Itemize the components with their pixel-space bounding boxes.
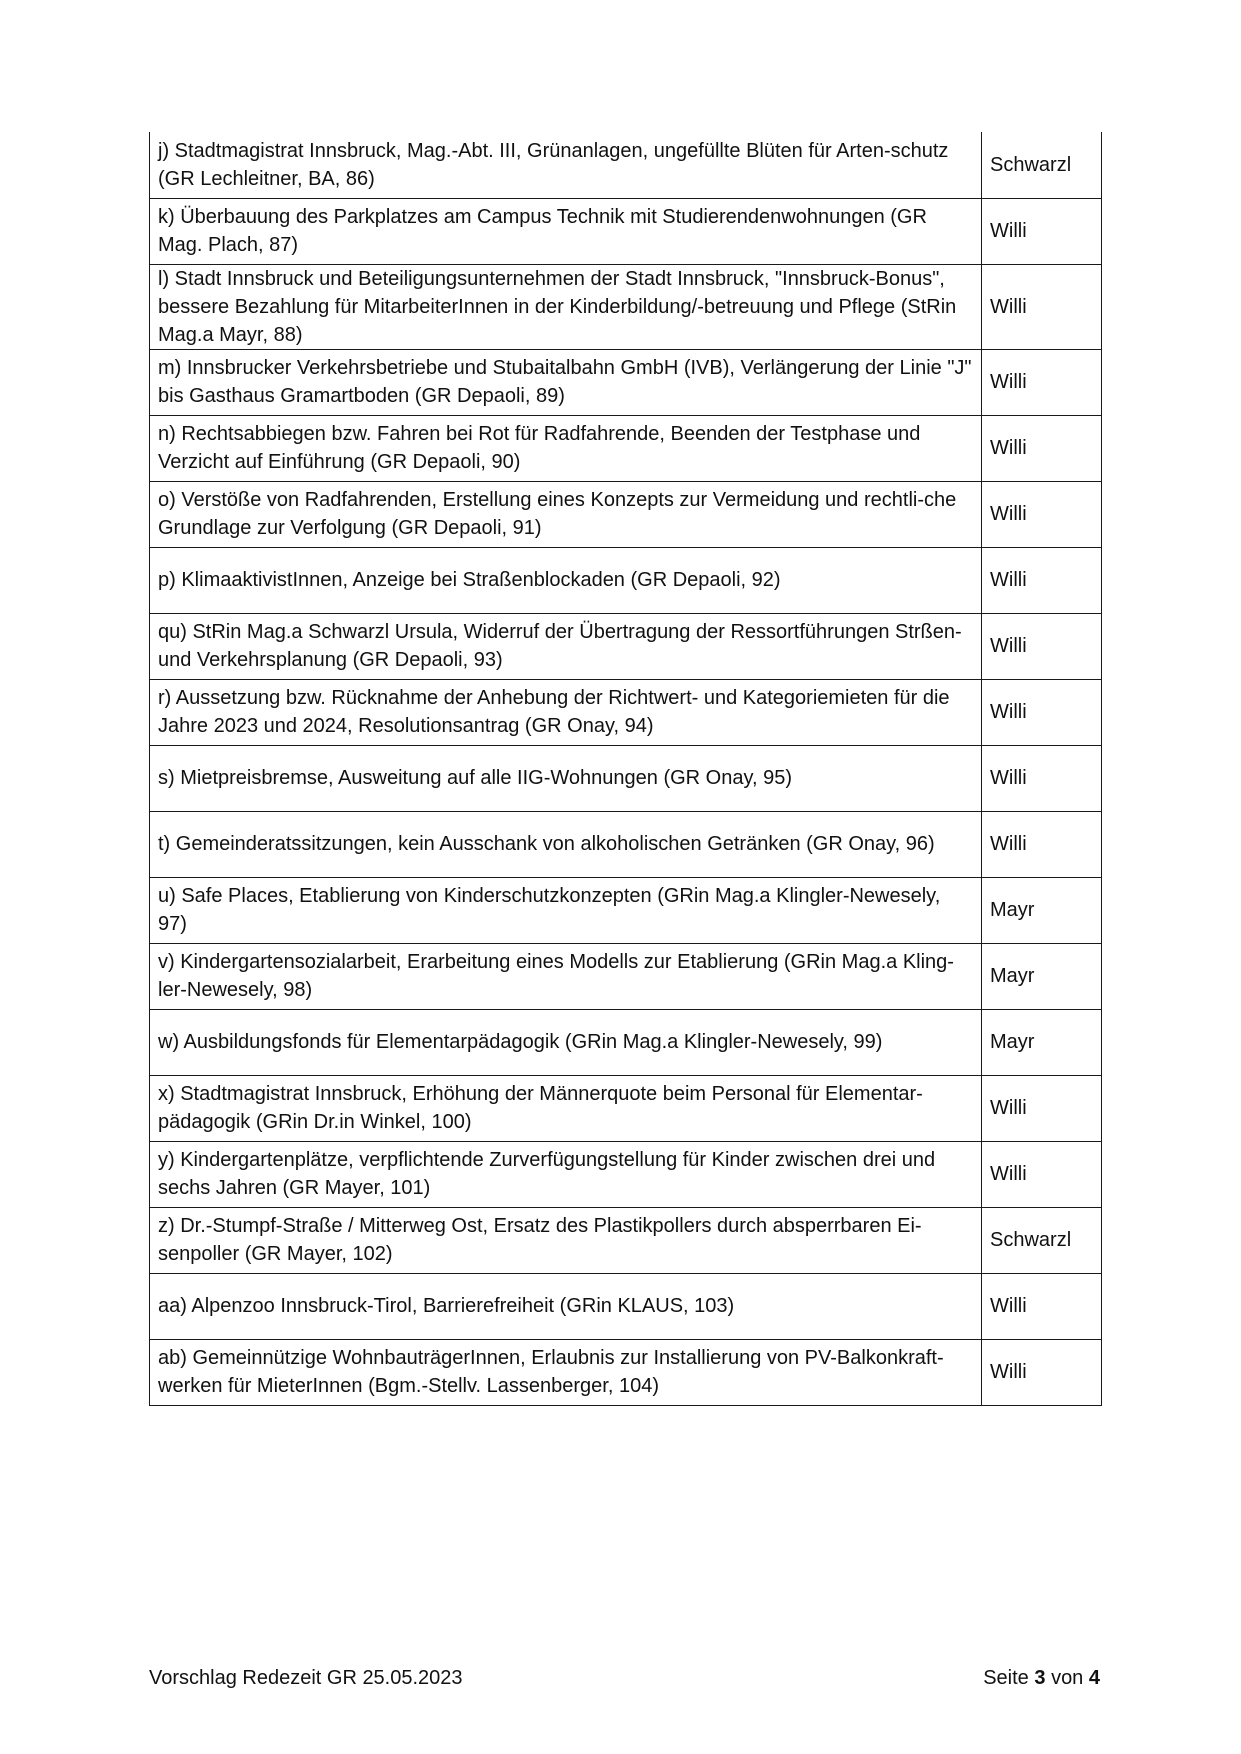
agenda-item-assignee: Schwarzl bbox=[982, 1207, 1102, 1273]
page-of-label: von bbox=[1051, 1667, 1084, 1689]
agenda-item-text: j) Stadtmagistrat Innsbruck, Mag.-Abt. III, Grünanlagen, ungefüllte Blüten für Arten-schutz (GR Lechleitner, BA, 86) bbox=[150, 132, 982, 198]
agenda-item-text: k) Überbauung des Parkplatzes am Campus Technik mit Studierendenwohnungen (GR Mag. Plach, 87) bbox=[150, 198, 982, 264]
table-row bbox=[150, 1339, 1102, 1405]
agenda-item-assignee: Willi bbox=[982, 349, 1102, 415]
agenda-item-assignee: Willi bbox=[982, 264, 1102, 349]
agenda-item-text: z) Dr.-Stumpf-Straße / Mitterweg Ost, Ersatz des Plastikpollers durch absperrbaren Ei-senpoller (GR Mayer, 102) bbox=[150, 1207, 982, 1273]
table-row bbox=[150, 943, 1102, 1009]
table-row bbox=[150, 1273, 1102, 1339]
agenda-item-assignee: Willi bbox=[982, 811, 1102, 877]
table-row bbox=[150, 811, 1102, 877]
agenda-item-assignee: Mayr bbox=[982, 943, 1102, 1009]
agenda-table-container bbox=[149, 132, 1101, 1406]
table-row bbox=[150, 481, 1102, 547]
agenda-item-text: t) Gemeinderatssitzungen, kein Ausschank von alkoholischen Getränken (GR Onay, 96) bbox=[150, 811, 982, 877]
table-row bbox=[150, 264, 1102, 349]
agenda-item-assignee: Willi bbox=[982, 1273, 1102, 1339]
agenda-item-text: x) Stadtmagistrat Innsbruck, Erhöhung der Männerquote beim Personal für Elementar-pädagogik (GRin Dr.in Winkel, 100) bbox=[150, 1075, 982, 1141]
page-current: 3 bbox=[1034, 1667, 1046, 1689]
agenda-item-assignee: Schwarzl bbox=[982, 132, 1102, 198]
agenda-item-text: aa) Alpenzoo Innsbruck-Tirol, Barrierefreiheit (GRin KLAUS, 103) bbox=[150, 1273, 982, 1339]
agenda-item-assignee: Willi bbox=[982, 481, 1102, 547]
table-row bbox=[150, 1075, 1102, 1141]
agenda-item-text: u) Safe Places, Etablierung von Kinderschutzkonzepten (GRin Mag.a Klingler-Newesely, 97) bbox=[150, 877, 982, 943]
agenda-item-text: y) Kindergartenplätze, verpflichtende Zurverfügungstellung für Kinder zwischen drei und sechs Jahren (GR Mayer, 101) bbox=[150, 1141, 982, 1207]
table-row bbox=[150, 198, 1102, 264]
agenda-table-body bbox=[150, 132, 1102, 1405]
agenda-item-assignee: Willi bbox=[982, 198, 1102, 264]
agenda-item-assignee: Willi bbox=[982, 1075, 1102, 1141]
agenda-item-text: m) Innsbrucker Verkehrsbetriebe und Stubaitalbahn GmbH (IVB), Verlängerung der Linie "J" bis Gasthaus Gramartboden (GR Depaoli, 89) bbox=[150, 349, 982, 415]
agenda-item-assignee: Willi bbox=[982, 1141, 1102, 1207]
table-row bbox=[150, 1009, 1102, 1075]
agenda-item-assignee: Willi bbox=[982, 1339, 1102, 1405]
table-row bbox=[150, 132, 1102, 198]
page-total: 4 bbox=[1088, 1667, 1100, 1689]
agenda-item-text: o) Verstöße von Radfahrenden, Erstellung eines Konzepts zur Vermeidung und rechtli-che Grundlage zur Verfolgung (GR Depaoli, 91) bbox=[150, 481, 982, 547]
table-row bbox=[150, 613, 1102, 679]
agenda-item-assignee: Willi bbox=[982, 679, 1102, 745]
agenda-item-assignee: Willi bbox=[982, 745, 1102, 811]
table-row bbox=[150, 745, 1102, 811]
agenda-item-text: w) Ausbildungsfonds für Elementarpädagogik (GRin Mag.a Klingler-Newesely, 99) bbox=[150, 1009, 982, 1075]
table-row bbox=[150, 349, 1102, 415]
agenda-item-assignee: Mayr bbox=[982, 1009, 1102, 1075]
table-row bbox=[150, 877, 1102, 943]
table-row bbox=[150, 1207, 1102, 1273]
agenda-item-assignee: Willi bbox=[982, 547, 1102, 613]
footer-page-number bbox=[983, 1664, 1100, 1692]
agenda-item-text: r) Aussetzung bzw. Rücknahme der Anhebung der Richtwert- und Kategoriemieten für die Jahre 2023 und 2024, Resolutionsantrag (GR Onay, 94) bbox=[150, 679, 982, 745]
table-row bbox=[150, 679, 1102, 745]
agenda-item-assignee: Willi bbox=[982, 415, 1102, 481]
agenda-item-text: v) Kindergartensozialarbeit, Erarbeitung eines Modells zur Etablierung (GRin Mag.a Kling-ler-Newesely, 98) bbox=[150, 943, 982, 1009]
agenda-item-text: p) KlimaaktivistInnen, Anzeige bei Straßenblockaden (GR Depaoli, 92) bbox=[150, 547, 982, 613]
agenda-item-text: qu) StRin Mag.a Schwarzl Ursula, Widerruf der Übertragung der Ressortführungen Strßen- und Verkehrsplanung (GR Depaoli, 93) bbox=[150, 613, 982, 679]
agenda-item-text: s) Mietpreisbremse, Ausweitung auf alle IIG-Wohnungen (GR Onay, 95) bbox=[150, 745, 982, 811]
agenda-item-assignee: Mayr bbox=[982, 877, 1102, 943]
table-row bbox=[150, 547, 1102, 613]
agenda-item-text: ab) Gemeinnützige WohnbauträgerInnen, Erlaubnis zur Installierung von PV-Balkonkraft-werken für MieterInnen (Bgm.-Stellv. Lassenberger, 104) bbox=[150, 1339, 982, 1405]
agenda-item-text: l) Stadt Innsbruck und Beteiligungsunternehmen der Stadt Innsbruck, "Innsbruck-Bonus", bessere Bezahlung für MitarbeiterInnen in der Kinderbildung/-betreuung und Pflege (StRin Mag.a Mayr, 88) bbox=[150, 264, 982, 349]
table-row bbox=[150, 1141, 1102, 1207]
footer-document-title: Vorschlag Redezeit GR 25.05.2023 bbox=[149, 1667, 463, 1689]
agenda-item-assignee: Willi bbox=[982, 613, 1102, 679]
agenda-table bbox=[149, 132, 1102, 1406]
agenda-item-text: n) Rechtsabbiegen bzw. Fahren bei Rot für Radfahrende, Beenden der Testphase und Verzicht auf Einführung (GR Depaoli, 90) bbox=[150, 415, 982, 481]
table-row bbox=[150, 415, 1102, 481]
page-label: Seite bbox=[983, 1667, 1029, 1689]
